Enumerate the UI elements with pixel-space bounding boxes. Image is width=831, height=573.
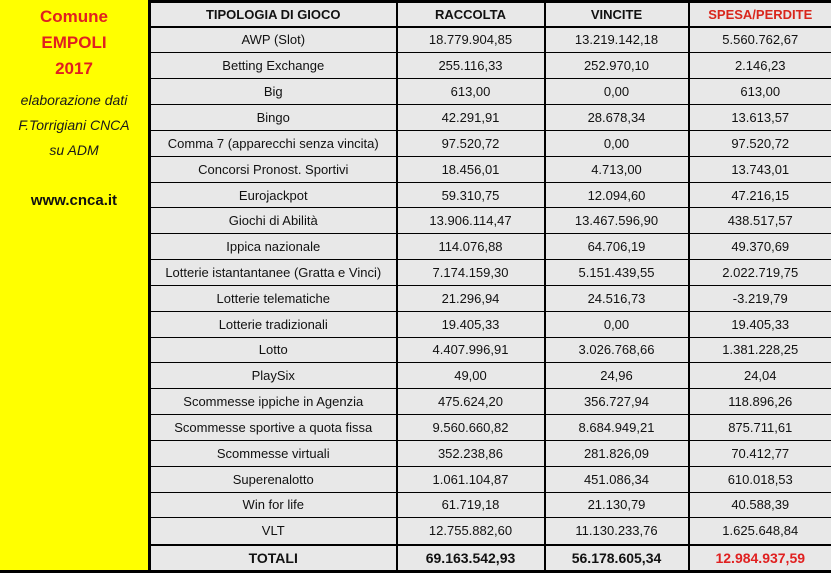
game-type-cell: Superenalotto: [150, 466, 397, 492]
game-type-cell: Scommesse sportive a quota fissa: [150, 415, 397, 441]
game-type-cell: PlaySix: [150, 363, 397, 389]
game-type-cell: Big: [150, 79, 397, 105]
game-type-cell: Scommesse virtuali: [150, 440, 397, 466]
spesa-cell: 40.588,39: [689, 492, 831, 518]
game-type-cell: Scommesse ippiche in Agenzia: [150, 389, 397, 415]
raccolta-cell: 475.624,20: [397, 389, 545, 415]
spesa-cell: 5.560.762,67: [689, 27, 831, 53]
vincite-cell: 28.678,34: [545, 105, 689, 131]
vincite-cell: 13.219.142,18: [545, 27, 689, 53]
spesa-cell: 613,00: [689, 79, 831, 105]
raccolta-cell: 49,00: [397, 363, 545, 389]
vincite-cell: 64.706,19: [545, 234, 689, 260]
table-row: [150, 27, 831, 53]
vincite-cell: 8.684.949,21: [545, 415, 689, 441]
table-row: [150, 492, 831, 518]
raccolta-cell: 1.061.104,87: [397, 466, 545, 492]
table-header: [150, 2, 831, 27]
table-row: [150, 130, 831, 156]
table-body: [150, 27, 831, 545]
header-vincite: VINCITE: [545, 2, 689, 27]
table-row: [150, 156, 831, 182]
vincite-cell: 451.086,34: [545, 466, 689, 492]
spesa-cell: -3.219,79: [689, 285, 831, 311]
sidebar-subtitle-line3: su ADM: [49, 142, 99, 158]
sidebar-title-year: 2017: [55, 59, 93, 78]
table-row: [150, 260, 831, 286]
raccolta-cell: 18.456,01: [397, 156, 545, 182]
header-spesa-perdite: SPESA/PERDITE: [689, 2, 831, 27]
raccolta-cell: 352.238,86: [397, 440, 545, 466]
header-row: [150, 2, 831, 27]
vincite-cell: 12.094,60: [545, 182, 689, 208]
totals-label: TOTALI: [150, 545, 397, 572]
raccolta-cell: 9.560.660,82: [397, 415, 545, 441]
raccolta-cell: 18.779.904,85: [397, 27, 545, 53]
spesa-cell: 118.896,26: [689, 389, 831, 415]
totals-spesa-perdite: 12.984.937,59: [689, 545, 831, 572]
website-link[interactable]: www.cnca.it: [30, 192, 118, 209]
spesa-cell: 2.146,23: [689, 53, 831, 79]
table-row: [150, 440, 831, 466]
raccolta-cell: 12.755.882,60: [397, 518, 545, 545]
spesa-cell: 24,04: [689, 363, 831, 389]
game-type-cell: Win for life: [150, 492, 397, 518]
vincite-cell: 24.516,73: [545, 285, 689, 311]
raccolta-cell: 4.407.996,91: [397, 337, 545, 363]
vincite-cell: 0,00: [545, 79, 689, 105]
totals-vincite: 56.178.605,34: [545, 545, 689, 572]
raccolta-cell: 613,00: [397, 79, 545, 105]
raccolta-cell: 7.174.159,30: [397, 260, 545, 286]
table-row: [150, 208, 831, 234]
vincite-cell: 11.130.233,76: [545, 518, 689, 545]
game-type-cell: Eurojackpot: [150, 182, 397, 208]
spesa-cell: 97.520,72: [689, 130, 831, 156]
table-row: [150, 311, 831, 337]
game-type-cell: Lotterie telematiche: [150, 285, 397, 311]
spesa-cell: 47.216,15: [689, 182, 831, 208]
raccolta-cell: 42.291,91: [397, 105, 545, 131]
table-row: [150, 182, 831, 208]
spesa-cell: 70.412,77: [689, 440, 831, 466]
table-row: [150, 234, 831, 260]
vincite-cell: 356.727,94: [545, 389, 689, 415]
table-row: [150, 79, 831, 105]
sidebar-title-empoli: EMPOLI: [41, 33, 107, 52]
totals-row: [150, 545, 831, 572]
vincite-cell: 4.713,00: [545, 156, 689, 182]
header-tipologia: TIPOLOGIA DI GIOCO: [150, 2, 397, 27]
vincite-cell: 5.151.439,55: [545, 260, 689, 286]
gioco-table: [148, 0, 831, 573]
raccolta-cell: 97.520,72: [397, 130, 545, 156]
sidebar: [0, 0, 148, 573]
table-row: [150, 53, 831, 79]
raccolta-cell: 59.310,75: [397, 182, 545, 208]
sidebar-subtitle-line1: elaborazione dati: [20, 92, 128, 108]
spesa-cell: 2.022.719,75: [689, 260, 831, 286]
game-type-cell: Lotto: [150, 337, 397, 363]
game-type-cell: Lotterie tradizionali: [150, 311, 397, 337]
table-row: [150, 415, 831, 441]
vincite-cell: 21.130,79: [545, 492, 689, 518]
spesa-cell: 13.743,01: [689, 156, 831, 182]
table-footer: [150, 545, 831, 572]
table-row: [150, 466, 831, 492]
table-row: [150, 285, 831, 311]
spesa-cell: 875.711,61: [689, 415, 831, 441]
raccolta-cell: 255.116,33: [397, 53, 545, 79]
game-type-cell: Comma 7 (apparecchi senza vincita): [150, 130, 397, 156]
spesa-cell: 13.613,57: [689, 105, 831, 131]
raccolta-cell: 114.076,88: [397, 234, 545, 260]
vincite-cell: 3.026.768,66: [545, 337, 689, 363]
table-row: [150, 389, 831, 415]
spesa-cell: 19.405,33: [689, 311, 831, 337]
vincite-cell: 0,00: [545, 130, 689, 156]
raccolta-cell: 13.906.114,47: [397, 208, 545, 234]
vincite-cell: 252.970,10: [545, 53, 689, 79]
vincite-cell: 281.826,09: [545, 440, 689, 466]
totals-raccolta: 69.163.542,93: [397, 545, 545, 572]
game-type-cell: Lotterie istantantanee (Gratta e Vinci): [150, 260, 397, 286]
vincite-cell: 13.467.596,90: [545, 208, 689, 234]
sidebar-title-comune: Comune: [40, 7, 108, 26]
vincite-cell: 0,00: [545, 311, 689, 337]
table-row: [150, 518, 831, 545]
spesa-cell: 610.018,53: [689, 466, 831, 492]
game-type-cell: AWP (Slot): [150, 27, 397, 53]
sidebar-subtitle-line2: F.Torrigiani CNCA: [18, 117, 130, 133]
spesa-cell: 49.370,69: [689, 234, 831, 260]
header-raccolta: RACCOLTA: [397, 2, 545, 27]
game-type-cell: Bingo: [150, 105, 397, 131]
raccolta-cell: 19.405,33: [397, 311, 545, 337]
spesa-cell: 1.625.648,84: [689, 518, 831, 545]
game-type-cell: VLT: [150, 518, 397, 545]
game-type-cell: Concorsi Pronost. Sportivi: [150, 156, 397, 182]
raccolta-cell: 61.719,18: [397, 492, 545, 518]
table-row: [150, 105, 831, 131]
table-row: [150, 363, 831, 389]
vincite-cell: 24,96: [545, 363, 689, 389]
game-type-cell: Betting Exchange: [150, 53, 397, 79]
spesa-cell: 438.517,57: [689, 208, 831, 234]
raccolta-cell: 21.296,94: [397, 285, 545, 311]
game-type-cell: Ippica nazionale: [150, 234, 397, 260]
spesa-cell: 1.381.228,25: [689, 337, 831, 363]
game-type-cell: Giochi di Abilità: [150, 208, 397, 234]
table-row: [150, 337, 831, 363]
